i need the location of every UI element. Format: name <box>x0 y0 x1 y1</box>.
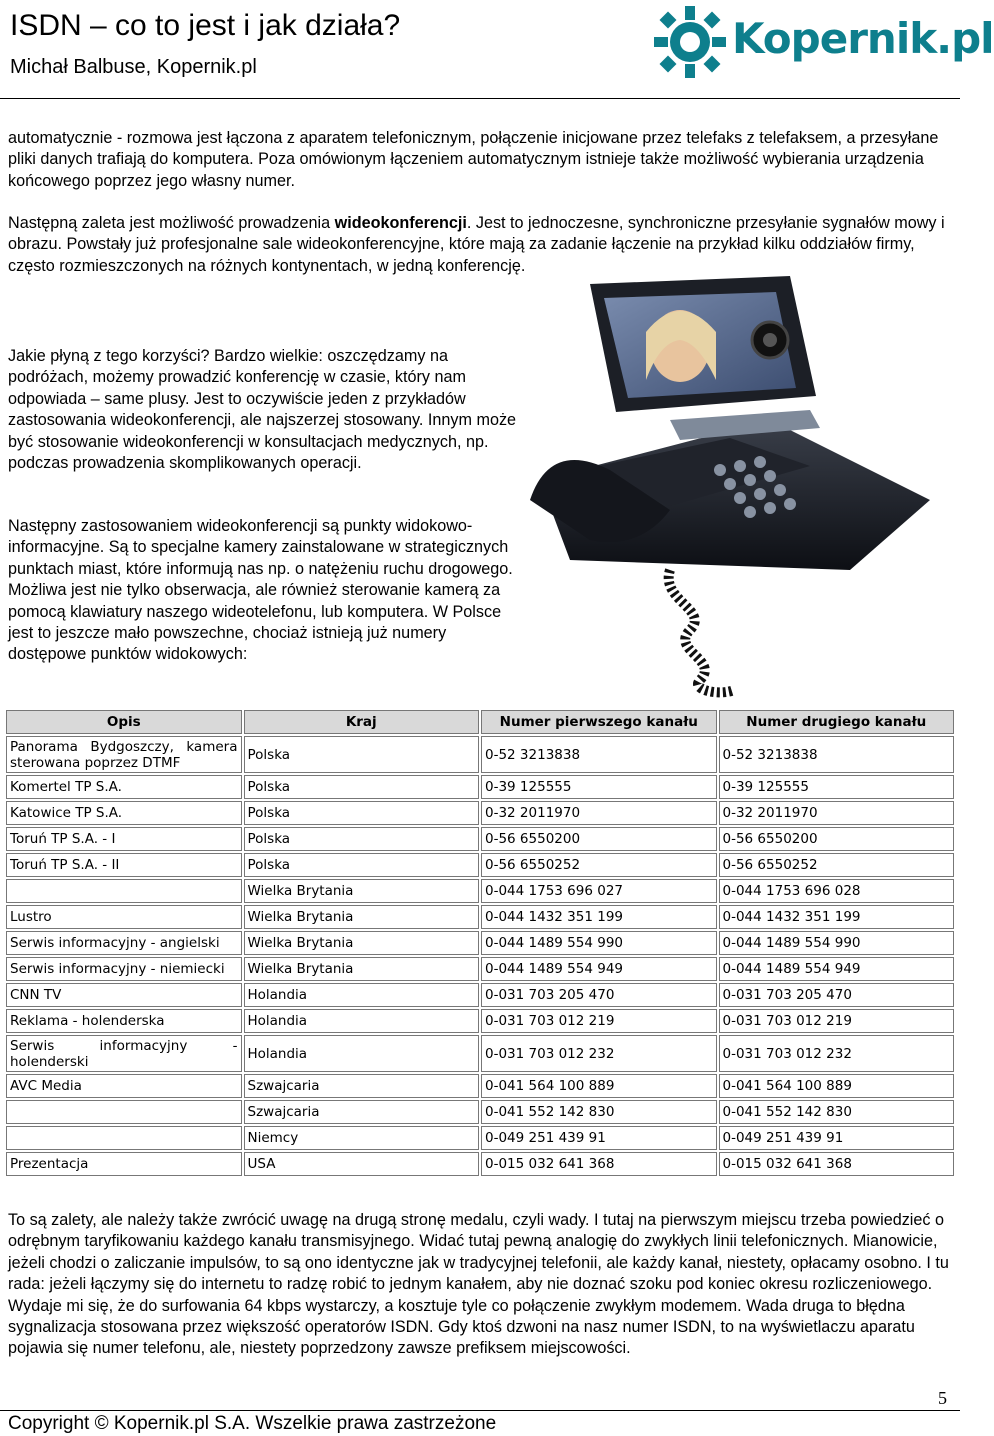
table-cell: 0-031 703 205 470 <box>719 983 955 1007</box>
table-cell: Wielka Brytania <box>244 905 480 929</box>
table-row <box>6 1035 954 1072</box>
table-cell: 0-031 703 012 219 <box>481 1009 717 1033</box>
table-cell: 0-39 125555 <box>481 775 717 799</box>
table-cell: 0-049 251 439 91 <box>481 1126 717 1150</box>
document-author: Michał Balbuse, Kopernik.pl <box>10 56 257 78</box>
table-header-cell: Kraj <box>244 710 480 734</box>
table-row <box>6 905 954 929</box>
table-cell: Wielka Brytania <box>244 931 480 955</box>
table-row <box>6 1126 954 1150</box>
table-row <box>6 879 954 903</box>
table-cell: 0-049 251 439 91 <box>719 1126 955 1150</box>
table-cell: Katowice TP S.A. <box>6 801 242 825</box>
header-divider <box>0 98 960 99</box>
table-cell: Komertel TP S.A. <box>6 775 242 799</box>
table-cell: Polska <box>244 827 480 851</box>
table-cell: Polska <box>244 775 480 799</box>
table-cell: Niemcy <box>244 1126 480 1150</box>
table-cell: 0-56 6550200 <box>481 827 717 851</box>
table-row <box>6 983 954 1007</box>
table-row <box>6 931 954 955</box>
table-cell: Holandia <box>244 983 480 1007</box>
table-cell: Panorama Bydgoszczy, kamera sterowana poprzez DTMF <box>6 736 242 773</box>
table-cell: 0-044 1489 554 949 <box>719 957 955 981</box>
table-cell: Toruń TP S.A. - II <box>6 853 242 877</box>
table-cell: 0-031 703 012 232 <box>719 1035 955 1072</box>
table-cell: 0-031 703 012 219 <box>719 1009 955 1033</box>
table-cell: Lustro <box>6 905 242 929</box>
footer-divider <box>0 1410 960 1411</box>
table-cell: 0-031 703 205 470 <box>481 983 717 1007</box>
table-cell: 0-044 1432 351 199 <box>719 905 955 929</box>
viewpoint-numbers-table <box>4 708 956 1178</box>
table-cell: 0-52 3213838 <box>481 736 717 773</box>
page-number: 5 <box>938 1388 947 1408</box>
table-cell: Serwis informacyjny - niemiecki <box>6 957 242 981</box>
table-cell: 0-39 125555 <box>719 775 955 799</box>
page-header <box>0 0 994 92</box>
table-cell: 0-041 564 100 889 <box>481 1074 717 1098</box>
table-cell <box>6 879 242 903</box>
table-cell: Wielka Brytania <box>244 879 480 903</box>
videophone-illustration <box>520 270 950 700</box>
table-cell: 0-044 1489 554 990 <box>719 931 955 955</box>
table-cell: Toruń TP S.A. - I <box>6 827 242 851</box>
table-cell: 0-044 1489 554 949 <box>481 957 717 981</box>
table-row <box>6 1152 954 1176</box>
table-row <box>6 1009 954 1033</box>
paragraph-videoconference-intro: Następną zaleta jest możliwość prowadzenia <box>8 214 335 232</box>
table-row <box>6 853 954 877</box>
table-cell: 0-041 564 100 889 <box>719 1074 955 1098</box>
table-row <box>6 827 954 851</box>
table-header-row <box>6 710 954 734</box>
table-cell: 0-044 1432 351 199 <box>481 905 717 929</box>
table-row <box>6 775 954 799</box>
videoconference-term: wideokonferencji <box>334 214 467 232</box>
paragraph-benefits: Jakie płyną z tego korzyści? Bardzo wielkie: oszczędzamy na podróżach, możemy prowadzić konferencję w czasie, który nam odpowiada – same plusy. Jest to oczywiście jeden z przykładów zastosowania wideokonferencji, ale najszerzej stosowany. Innym może być stosowanie wideokonferencji w konsultacjach medycznych, np. podczas prowadzenia skomplikowanych operacji. <box>8 347 517 473</box>
table-cell: 0-56 6550252 <box>481 853 717 877</box>
table-row <box>6 957 954 981</box>
paragraph-drawbacks: To są zalety, ale należy także zwrócić uwagę na drugą stronę medalu, czyli wady. I tutaj na pierwszym miejscu trzeba powiedzieć o odrębnym taryfikowaniu każdego kanału transmisyjnego. Widać tutaj pewną analogię do zwykłych linii telefonicznych. Mianowicie, jeżeli chodzi o zaliczanie impulsów, to są ono identyczne jak w tradycyjnej telefonii, ale każdy kanał, niestety, opłacamy osobno. I tu rada: jeżeli łączymy się do internetu to radzę robić to jednym kanałem, aby nie doznać szoku pod koniec okresu rozliczeniowego. Wydaje mi się, że do surfowania 64 kbps wystarczy, a kosztuje tyle co połączenie zwykłym modemem. Wada druga to błędna sygnalizacja stosowana przez większość operatorów ISDN. Gdy ktoś dzwoni na nasz numer ISDN, to na wyświetlaczu aparatu pojawia się numer telefonu, ale, niestety poprzedzony zawsze prefiksem miejscowości. <box>8 1211 949 1358</box>
table-cell: Holandia <box>244 1009 480 1033</box>
table-cell: 0-044 1489 554 990 <box>481 931 717 955</box>
table-cell: 0-044 1753 696 028 <box>719 879 955 903</box>
table-cell: Szwajcaria <box>244 1100 480 1124</box>
table-header-cell: Numer drugiego kanału <box>719 710 955 734</box>
table-row <box>6 1074 954 1098</box>
table-cell: Szwajcaria <box>244 1074 480 1098</box>
table-cell: Polska <box>244 801 480 825</box>
table-cell: Serwis informacyjny - angielski <box>6 931 242 955</box>
table-cell: 0-041 552 142 830 <box>481 1100 717 1124</box>
kopernik-logo <box>652 4 994 80</box>
table-cell: 0-015 032 641 368 <box>481 1152 717 1176</box>
table-cell: Reklama - holenderska <box>6 1009 242 1033</box>
table-header-cell: Opis <box>6 710 242 734</box>
paragraph-videoconference <box>8 213 953 277</box>
table-row <box>6 736 954 773</box>
paragraph-viewpoints: Następny zastosowaniem wideokonferencji są punkty widokowo- informacyjne. Są to specjalne kamery zainstalowane w strategicznych punktach miast, które informują nas np. o natężeniu ruchu drogowego. Możliwa jest nie tylko obserwacja, ale również sterowanie kamerą za pomocą klawiatury naszego wideotelefonu, lub komputera. W Polsce jest to jeszcze mało powszechne, chociaż istnieją już numery dostępowe punktów widokowych: <box>8 517 513 664</box>
table-cell: Polska <box>244 736 480 773</box>
table-cell <box>6 1100 242 1124</box>
sun-icon <box>652 4 728 80</box>
table-cell: CNN TV <box>6 983 242 1007</box>
table-cell: Holandia <box>244 1035 480 1072</box>
table-header-cell: Numer pierwszego kanału <box>481 710 717 734</box>
table-cell: 0-32 2011970 <box>719 801 955 825</box>
table-cell: 0-044 1753 696 027 <box>481 879 717 903</box>
table-cell: 0-041 552 142 830 <box>719 1100 955 1124</box>
table-cell <box>6 1126 242 1150</box>
table-cell: Prezentacja <box>6 1152 242 1176</box>
table-cell: 0-015 032 641 368 <box>719 1152 955 1176</box>
table-cell: Serwis informacyjny - holenderski <box>6 1035 242 1072</box>
paragraph-videoconference-rest: . Jest to jednoczesne, synchroniczne przesyłanie sygnałów mowy i obrazu. Powstały już profesjonalne sale wideokonferencyjne, które mają za zadanie łączenie na przykład kilku oddziałów firmy, często rozmieszczonych na różnych kontynentach, w jedną konferencję. <box>8 214 945 275</box>
table-cell: Wielka Brytania <box>244 957 480 981</box>
logo-text: Kopernik.pl <box>732 14 994 63</box>
table-cell: 0-52 3213838 <box>719 736 955 773</box>
copyright-footer: Copyright © Kopernik.pl S.A. Wszelkie prawa zastrzeżone <box>8 1413 497 1434</box>
table-cell: 0-56 6550252 <box>719 853 955 877</box>
table-cell: AVC Media <box>6 1074 242 1098</box>
table-row <box>6 1100 954 1124</box>
table-cell: USA <box>244 1152 480 1176</box>
paragraph-automatic-connection: automatycznie - rozmowa jest łączona z aparatem telefonicznym, połączenie inicjowane przez telefaks z telefaksem, a przesyłane pliki danych trafiają do komputera. Poza omówionym łączeniem automatycznym istnieje także możliwość wybierania urządzenia końcowego poprzez jego własny numer. <box>8 129 939 190</box>
table-cell: 0-031 703 012 232 <box>481 1035 717 1072</box>
table-cell: Polska <box>244 853 480 877</box>
table-cell: 0-56 6550200 <box>719 827 955 851</box>
document-title: ISDN – co to jest i jak działa? <box>10 9 401 42</box>
table-cell: 0-32 2011970 <box>481 801 717 825</box>
table-row <box>6 801 954 825</box>
